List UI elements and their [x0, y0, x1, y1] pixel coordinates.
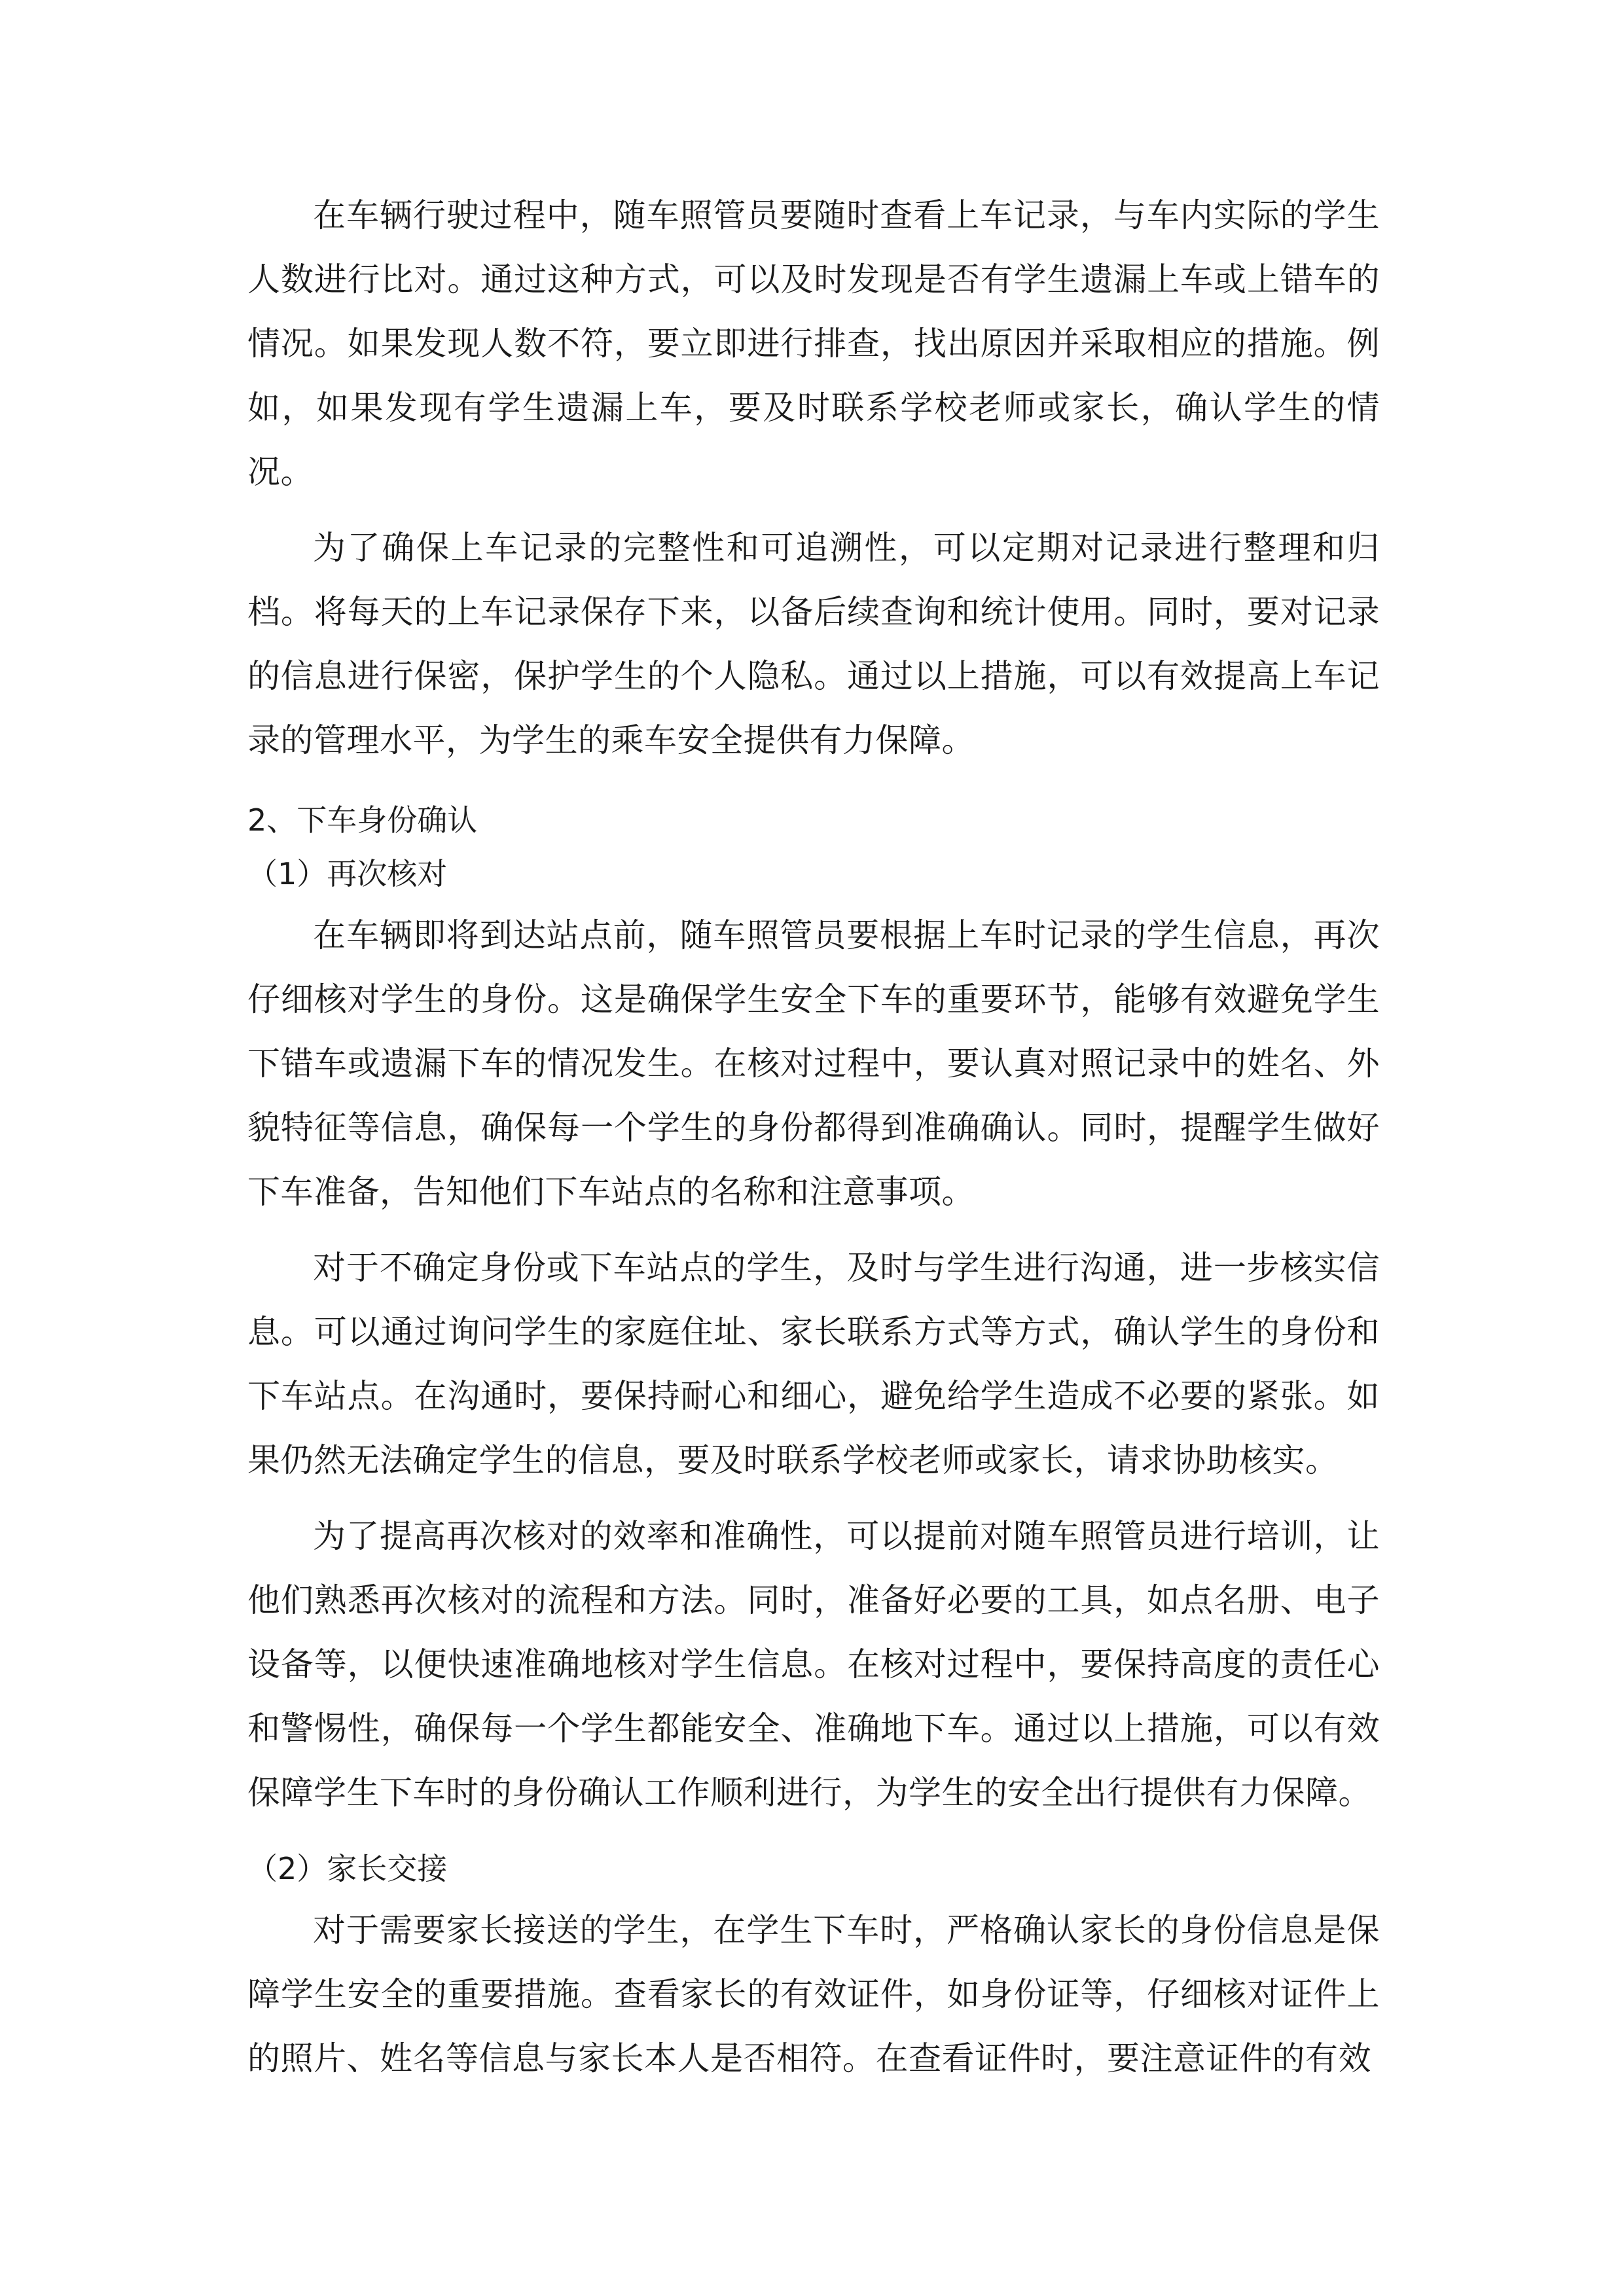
paragraph-recheck-before-stop: 在车辆即将到达站点前，随车照管员要根据上车时记录的学生信息，再次仔细核对学生的身份。这是确保学生安全下车的重要环节，能够有效避免学生下错车或遗漏下车的情况发生。在核对过程中，要认真对照记录中的姓名、外貌特征等信息，确保每一个学生的身份都得到准确确认。同时，提醒学生做好下车准备，告知他们下车站点的名称和注意事项。: [247, 916, 1380, 1211]
subsection-heading-recheck: （1）再次核对: [247, 856, 448, 891]
paragraph-onboard-check: 在车辆行驶过程中，随车照管员要随时查看上车记录，与车内实际的学生人数进行比对。通过这种方式，可以及时发现是否有学生遗漏上车或上错车的情况。如果发现人数不符，要立即进行排查，找出原因并采取相应的措施。例如，如果发现有学生遗漏上车，要及时联系学校老师或家长，确认学生的情况。: [247, 196, 1380, 491]
document-body: [247, 183, 1380, 2090]
paragraph-parent-verification: 对于需要家长接送的学生，在学生下车时，严格确认家长的身份信息是保障学生安全的重要措施。查看家长的有效证件，如身份证等，仔细核对证件上的照片、姓名等信息与家长本人是否相符。在查看证件时，要注意证件的有效: [247, 1911, 1380, 2077]
subsection-heading-parent-handover: （2）家长交接: [247, 1851, 448, 1886]
paragraph-record-archive: 为了确保上车记录的完整性和可追溯性，可以定期对记录进行整理和归档。将每天的上车记录保存下来，以备后续查询和统计使用。同时，要对记录的信息进行保密，保护学生的个人隐私。通过以上措施，可以有效提高上车记录的管理水平，为学生的乘车安全提供有力保障。: [247, 529, 1380, 759]
paragraph-training-tools: 为了提高再次核对的效率和准确性，可以提前对随车照管员进行培训，让他们熟悉再次核对的流程和方法。同时，准备好必要的工具，如点名册、电子设备等，以便快速准确地核对学生信息。在核对过程中，要保持高度的责任心和警惕性，确保每一个学生都能安全、准确地下车。通过以上措施，可以有效保障学生下车时的身份确认工作顺利进行，为学生的安全出行提供有力保障。: [247, 1517, 1380, 1812]
paragraph-uncertain-students: 对于不确定身份或下车站点的学生，及时与学生进行沟通，进一步核实信息。可以通过询问学生的家庭住址、家长联系方式等方式，确认学生的身份和下车站点。在沟通时，要保持耐心和细心，避免给学生造成不必要的紧张。如果仍然无法确定学生的信息，要及时联系学校老师或家长，请求协助核实。: [247, 1249, 1380, 1479]
section-heading-alighting-identity: 2、下车身份确认: [247, 802, 478, 838]
